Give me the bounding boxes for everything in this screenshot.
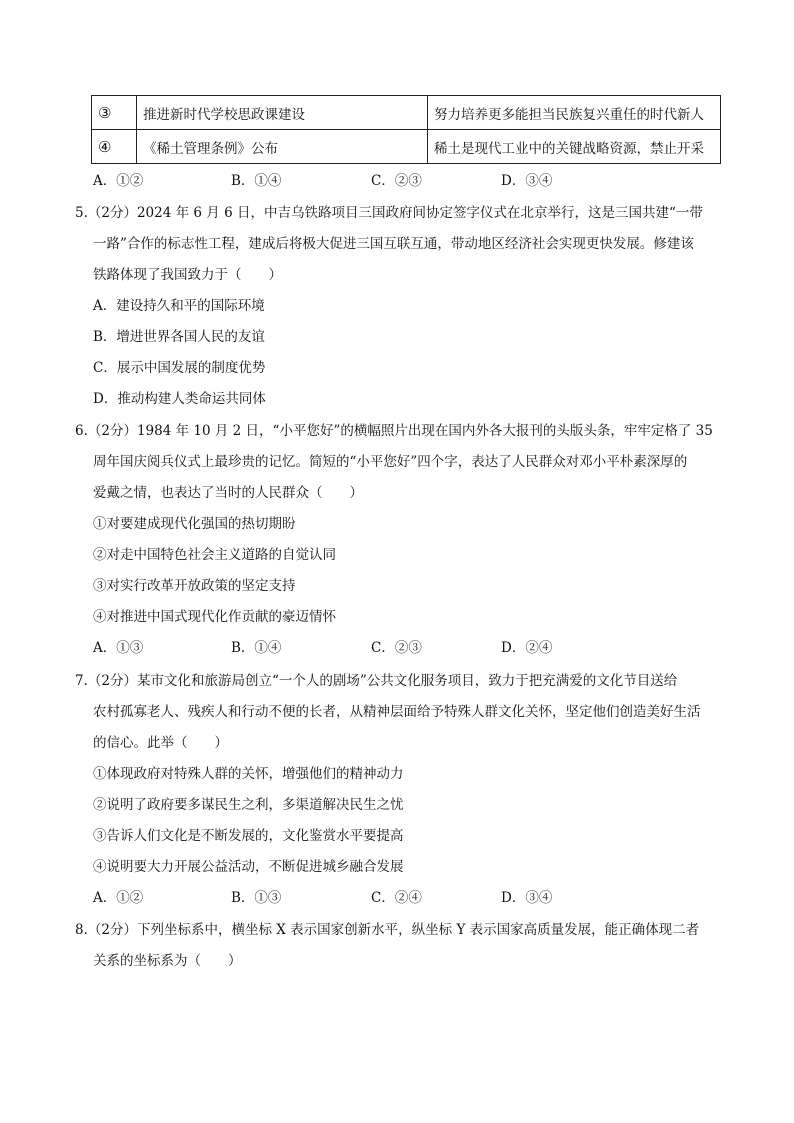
q7-statement: ③告诉人们文化是不断发展的，文化鉴赏水平要提高 [93,828,404,844]
q7-statement: ①体现政府对特殊人群的关怀，增强他们的精神动力 [93,766,404,782]
table-row [92,96,721,130]
q7-stem-line: 7.（2分）某市文化和旅游局创立“一个人的剧场”公共文化服务项目，致力于把充满爱的文化节目送给 [75,673,678,689]
table-row [92,130,721,164]
q8-stem-line: 8.（2分）下列坐标系中，横坐标 X 表示国家创新水平，纵坐标 Y 表示国家高质量发展，能正确体现二者 [75,922,700,938]
q4-choices [93,171,693,191]
choice-b[interactable]: B．①③ [231,890,282,906]
choice-b[interactable]: B．①④ [231,173,282,189]
choice-a[interactable]: A．①② [93,890,144,906]
q6-statement: ②对走中国特色社会主义道路的自觉认同 [93,547,336,563]
q5-option-d[interactable]: D．推动构建人类命运共同体 [93,391,266,407]
choice-c[interactable]: C．②④ [371,890,422,906]
q6-statement: ③对实行改革开放政策的坚定支持 [93,578,296,594]
q7-choices [93,888,693,908]
q7-statement: ④说明要大力开展公益活动，不断促进城乡融合发展 [93,859,404,875]
q5-option-c[interactable]: C．展示中国发展的制度优势 [93,360,266,376]
q8-stem-line: 关系的坐标系为（ ） [93,953,242,969]
q5-option-b[interactable]: B．增进世界各国人民的友谊 [93,329,265,345]
q6-statement: ④对推进中国式现代化作贡献的豪迈情怀 [93,609,336,625]
q7-statement: ②说明了政府要多谋民生之利，多渠道解决民生之忧 [93,797,404,813]
choice-d[interactable]: D．②④ [501,640,553,656]
choice-a[interactable]: A．①③ [93,640,144,656]
q6-stem-line: 爱戴之情，也表达了当时的人民群众（ ） [93,485,363,501]
row-number: ③ [92,96,137,130]
choice-c[interactable]: C．②③ [371,173,422,189]
row-number: ④ [92,130,137,164]
q6-stem-line: 周年国庆阅兵仪式上最珍贵的记忆。简短的“小平您好”四个字，表达了人民群众对邓小平朴素深厚的 [93,454,688,470]
q6-choices [93,638,693,658]
choice-d[interactable]: D．③④ [501,890,553,906]
meaning-cell: 努力培养更多能担当民族复兴重任的时代新人 [428,96,721,130]
q6-statement: ①对要建成现代化强国的热切期盼 [93,516,296,532]
choice-c[interactable]: C．②③ [371,640,422,656]
choice-b[interactable]: B．①④ [231,640,282,656]
q7-stem-line: 农村孤寡老人、残疾人和行动不便的长者，从精神层面给予特殊人群文化关怀，坚定他们创造美好生活 [93,704,701,720]
choice-d[interactable]: D．③④ [501,173,553,189]
q7-stem-line: 的信心。此举（ ） [93,735,228,751]
q5-stem-line: 铁路体现了我国致力于（ ） [93,267,282,283]
meaning-cell: 稀土是现代工业中的关键战略资源，禁止开采 [428,130,721,164]
event-cell: 推进新时代学校思政课建设 [137,96,428,130]
q5-option-a[interactable]: A．建设持久和平的国际环境 [93,298,265,314]
choice-a[interactable]: A．①② [93,173,144,189]
q6-stem-line: 6.（2分）1984 年 10 月 2 日，“小平您好”的横幅照片出现在国内外各大报刊的头版头条，牢牢定格了 35 [75,423,713,439]
q5-stem-line: 5.（2分）2024 年 6 月 6 日，中吉乌铁路项目三国政府间协定签字仪式在北京举行，这是三国共建“一带 [75,205,703,221]
q5-stem-line: 一路”合作的标志性工程，建成后将极大促进三国互联互通，带动地区经济社会实现更快发展。修建该 [93,236,694,252]
event-cell: 《稀土管理条例》公布 [137,130,428,164]
options-table [91,95,721,164]
